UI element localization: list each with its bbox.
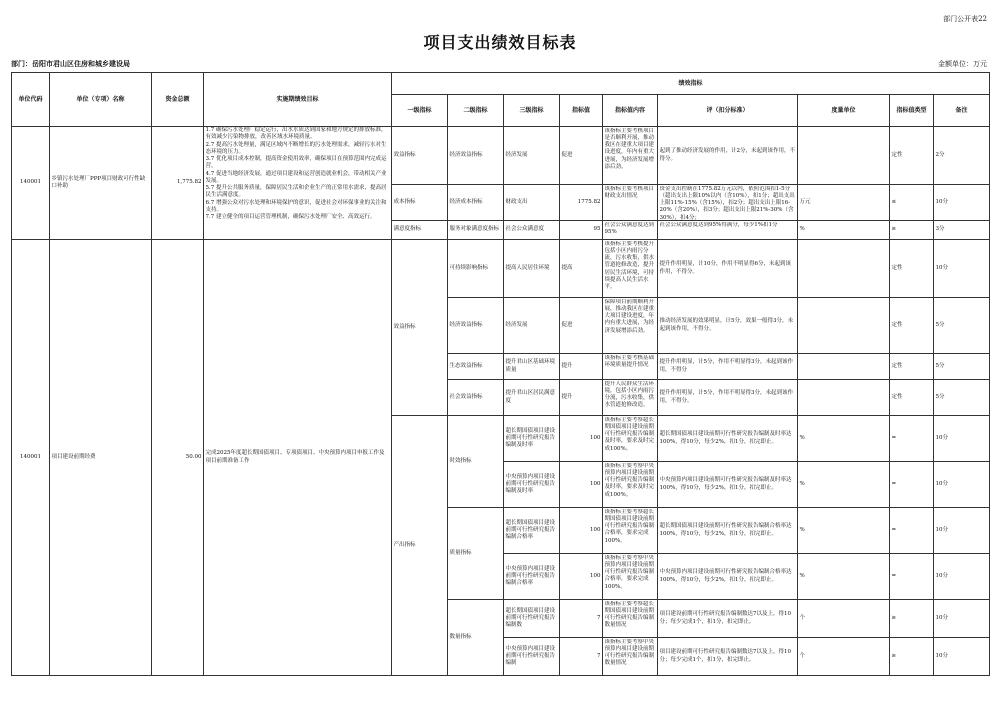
standard-text: 社会公众满意度达到95%得满分，每少1%扣1分 [659,221,778,228]
content-cell [603,298,658,354]
value-cell: 100 [560,554,603,600]
standard-cell: 项目建设前期可行性研究报告编制数达7以及上，得10分；每少完成1个，扣1分，扣完即止。 [658,638,798,676]
level2-cell: 经济成本指标 [448,185,504,221]
header-level3: 三级指标 [504,95,560,127]
content-cell [603,600,658,638]
level2-cell: 时效指标 [448,416,504,508]
target-line: 4.7 促进当地经济发展，通过项目建设和运营创造就业机会，带动相关产业发展。 [205,170,387,184]
content-text: 该指标主要考核提升包括小区内雨污分流，污水收集，供水管道抢修改造，提升居民生活环境，可持续提高人民生活水平。 [604,240,655,290]
value-type-cell: = [890,554,934,600]
standard-cell: 提升作用明显，计5分，作用不明显得3分，未起到该作用，不得分 [658,354,798,380]
note-cell: 5分 [934,298,990,354]
target-line: 5.7 提升公共服务质量，保障居民生活和企业生产的正常用水需求，提高居民生活满意度。 [205,185,387,199]
target-line: 3.7 优化项目成本控制，提高资金使用效率，确保项目在预算范围内完成运营。 [205,156,387,170]
value-type-cell: ≥ [890,638,934,676]
table-row [12,240,990,298]
note-cell: 10分 [934,185,990,221]
value-type-cell: = [890,462,934,508]
value-cell: 提升 [560,354,603,380]
note-cell: 10分 [934,638,990,676]
level2-cell: 生态效益指标 [448,354,504,380]
standard-cell: 项目建设前期可行性研究报告编制数达7以及上，得10分；每少完成1个，扣1分，扣完即止。 [658,600,798,638]
standard-cell: 超长期国债项目建设前期可行性研究报告编制合格率达100%，得10分，每少2%，扣1分，扣完即止。 [658,508,798,554]
note-cell: 10分 [934,240,990,298]
measure-cell: 个 [798,638,890,676]
value-type-cell: 定性 [890,240,934,298]
content-cell [603,354,658,380]
project2-code: 140001 [12,240,50,676]
measure-cell [798,354,890,380]
level1-cell: 效益指标 [392,127,448,185]
level3-cell: 中央预算内项目建设前期可行性研究报告编制 [504,638,560,676]
header-fund-total: 资金总额 [152,73,204,127]
department-label: 部门：岳阳市君山区住房和城乡建设局 [11,59,130,68]
page-title: 项目支出绩效目标表 [423,33,577,52]
standard-cell: 超长期国债项目建设前期可行性研究报告编制及时率达100%，得10分，每少2%，扣1分，扣完即止。 [658,416,798,462]
level2-cell: 数量指标 [448,600,504,676]
value-cell: 促进 [560,127,603,185]
project1-targets [204,127,392,240]
measure-cell: % [798,462,890,508]
value-cell: 95 [560,221,603,240]
content-text: 该指标主要考察中央预算内项目建设前期可行性研究报告编制及时率，要求及时完成100%。 [604,462,655,498]
level3-cell: 经济发展 [504,298,560,354]
header-unit-name: 单位（专项）名称 [50,73,152,127]
target-line: 2.7 提高污水处理量，满足区域内不断增长的污水处理需求，减轻污水对生态环境的压力。 [205,141,387,155]
value-type-cell: = [890,508,934,554]
note-cell: 10分 [934,508,990,554]
content-cell [603,638,658,676]
measure-cell: % [798,554,890,600]
table-code: 部门公开表22 [943,15,987,23]
content-cell [603,416,658,462]
header-indicators: 绩效指标 [392,73,990,95]
content-text: 该指标主要考察超长期国债项目建设前期可行性研究报告编制数量情况 [604,600,655,629]
measure-cell [798,127,890,185]
level3-cell: 经济发展 [504,127,560,185]
level3-cell: 中央预算内项目建设前期可行性研究报告编制合格率 [504,554,560,600]
header-value-type: 指标值类型 [890,95,934,127]
level3-cell: 社会公众满意度 [504,221,560,240]
value-cell: 提高 [560,240,603,298]
level1-cell: 效益指标 [392,240,448,416]
measure-cell [798,240,890,298]
content-text: 该指标主要考察超长期国债项目建设前期可行性研究报告编制及时率，要求及时完成100%。 [604,416,655,452]
note-cell: 2分 [934,127,990,185]
note-cell: 10分 [934,462,990,508]
level1-cell: 满意度指标 [392,221,448,240]
level3-cell: 超长期国债项目建设前期可行性研究报告编制数 [504,600,560,638]
level3-cell: 提高人民居住环境 [504,240,560,298]
target-line: 6.7 增强公众对污水处理和环境保护的意识，促进社会对环保事业的关注和支持。 [205,199,387,213]
target-line: 1.7 确保污水处理厂稳定运行，出水水质达到国家和地方规定的排放标准，有效减少污染物排放，改善区域水环境质量。 [205,127,387,141]
value-cell: 100 [560,462,603,508]
project1-code: 140001 [12,127,50,240]
level3-cell: 中央预算内项目建设前期可行性研究报告编制及时率 [504,462,560,508]
level2-cell: 服务对象满意度指标 [448,221,504,240]
level3-cell: 超长期国债项目建设前期可行性研究报告编制合格率 [504,508,560,554]
target-line: 7.7 建立健全的项目运营管理机制，确保污水处理厂安全、高效运行。 [205,214,376,220]
level3-cell: 财政支出 [504,185,560,221]
project2-name: 项目建设前期经费 [50,240,152,676]
value-type-cell: = [890,416,934,462]
header-target: 实施期绩效目标 [204,73,392,127]
content-text: 保障项目前期顺利开展，推动我区在建重大项目建设进度，年内有重大进展，为经济发展增添后劲。 [604,298,655,334]
header-unit-code: 单位代码 [12,73,50,127]
content-cell [603,127,658,185]
value-cell: 100 [560,508,603,554]
content-text: 该指标主要考核项目财政支出情况 [604,185,655,199]
note-cell: 10分 [934,416,990,462]
standard-text: 资金支出控制在1775.82万元以内，依照范围扣1-5分（超出支出上限10%以内（含10%），扣1分；超出支出上限11%-15%（含15%），扣2分；超出支出上限16-20%（含20%），扣3分；超出支出上限21%-30%（含30%），扣4分； [659,185,795,220]
value-cell: 促进 [560,298,603,354]
money-unit-label: 金额单位：万元 [938,60,987,68]
header-value: 指标值 [560,95,603,127]
measure-cell [798,298,890,354]
value-cell: 1775.82 [560,185,603,221]
value-type-cell: 定性 [890,127,934,185]
measure-cell [798,380,890,416]
header-measure: 度量单位 [798,95,890,127]
standard-cell [658,221,798,240]
level1-cell: 成本指标 [392,185,448,221]
level3-cell: 提升君山区基础环境质量 [504,354,560,380]
note-cell: 5分 [934,380,990,416]
level2-cell: 经济效益指标 [448,298,504,354]
content-text: 该指标主要考察超长期国债项目建设前期可行性研究报告编制合格率，要求完成100%。 [604,508,655,544]
project2-fund: 50.00 [152,240,204,676]
value-cell: 7 [560,600,603,638]
header-standard: 评（扣分标准） [658,95,798,127]
table-row [12,127,990,185]
standard-cell [658,185,798,221]
value-type-cell: 定性 [890,380,934,416]
header-value-content: 指标值内容 [603,95,658,127]
value-type-cell: 定性 [890,298,934,354]
content-cell [603,221,658,240]
note-cell: 10分 [934,554,990,600]
content-cell [603,240,658,298]
header-note: 备注 [934,95,990,127]
project1-name: 乡镇污水处理厂PPP项目财政可行性缺口补助 [50,127,152,240]
content-text: 该指标主要考核基础环境质量提升情况 [604,354,655,368]
measure-cell: % [798,508,890,554]
standard-cell: 起到了推动经济发展的作用，计2分，未起到该作用，不得分。 [658,127,798,185]
content-text: 该指标主要考核项目是否顺利开展，推动我区在建重大项目建设进度，年内有重大进展，为经济发展增添后劲。 [604,127,655,170]
content-text: 该指标主要考察中央预算内项目建设前期可行性研究报告编制数量情况 [604,638,655,667]
value-type-cell: ≥ [890,600,934,638]
header-level2: 二级指标 [448,95,504,127]
value-type-cell: ≤ [890,185,934,221]
performance-table [11,72,990,676]
level3-cell: 提升君山区居民满意度 [504,380,560,416]
project2-target: 完成2025年度超长期国债项目、专项债项目、中央预算内项目申报工作及项目前期准备工作 [204,240,392,676]
level2-cell: 可持续影响指标 [448,240,504,298]
content-cell [603,554,658,600]
value-cell: 100 [560,416,603,462]
content-cell [603,185,658,221]
header-level1: 一级指标 [392,95,448,127]
content-text: 社会公众满意度达到95% [604,221,655,235]
value-type-cell: ≥ [890,221,934,240]
value-type-cell: 定性 [890,354,934,380]
standard-cell: 中央预算内项目建设前期可行性研究报告编制及时率达100%，得10分，每少2%，扣1分，扣完即止。 [658,462,798,508]
value-cell: 提升 [560,380,603,416]
content-text: 该指标主要考察中央预算内项目建设前期可行性研究报告编制合格率，要求完成100%。 [604,554,655,590]
value-cell: 7 [560,638,603,676]
measure-cell: % [798,416,890,462]
standard-cell: 提升作用明显，计10分，作用不明显得6分，未起到该作用，不得分。 [658,240,798,298]
level2-cell: 经济效益指标 [448,127,504,185]
content-cell [603,508,658,554]
content-cell [603,462,658,508]
standard-cell: 推动经济发展的效果明显，计5分，效果一般得3分，未起到该作用，不得分。 [658,298,798,354]
level2-cell: 质量指标 [448,508,504,600]
note-cell: 3分 [934,221,990,240]
note-cell: 10分 [934,600,990,638]
note-cell: 5分 [934,354,990,380]
level3-cell: 超长期国债项目建设前期可行性研究报告编制及时率 [504,416,560,462]
content-text: 提升人民群众生活环境，包括小区内雨污分流，污水收集，供水管道抢修改造。 [604,380,655,409]
level1-cell: 产出指标 [392,416,448,676]
content-cell [603,380,658,416]
measure-cell: 个 [798,600,890,638]
measure-cell: % [798,221,890,240]
level2-cell: 社会效益指标 [448,380,504,416]
standard-cell: 提升作用明显，计5分，作用不明显得3分，未起到该作用，不得分。 [658,380,798,416]
measure-cell: 万元 [798,185,890,221]
project1-fund: 1,775.82 [152,127,204,240]
standard-cell: 中央预算内项目建设前期可行性研究报告编制合格率达100%，得10分，每少2%，扣1分，扣完即止。 [658,554,798,600]
